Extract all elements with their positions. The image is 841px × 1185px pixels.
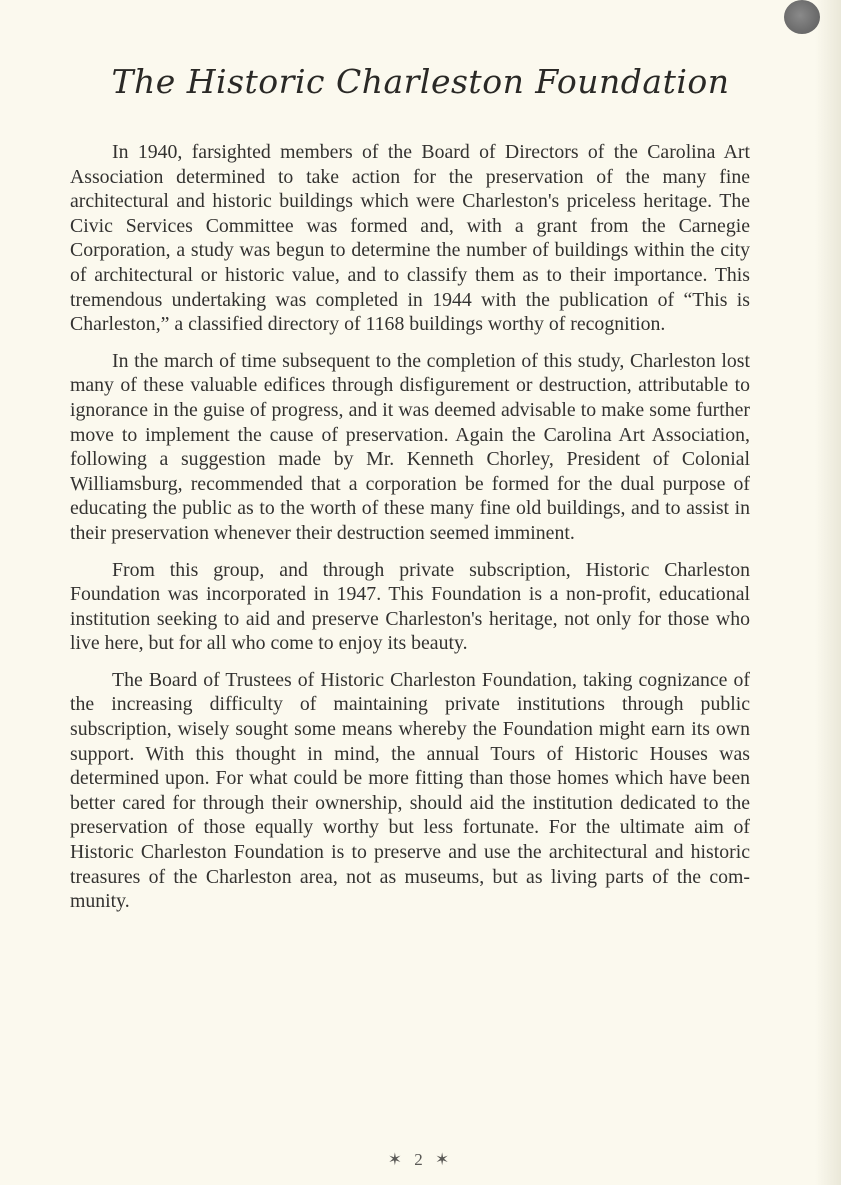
paragraph-2: In the march of time subsequent to the completion of this study, Charleston lost many of these valuable edifices through disfigurement or destruction, attributable to ignorance in the guise of progress, and it was deemed advisable to make some further move to implement the cause of preservation. Again the Carolina Art Association, following a suggestion made by Mr. Kenneth Chorley, President of Colonial Williamsburg, recommended that a corporation be formed for the dual purpose of educating the public as to the worth of these many fine old buildings, and to assist in their preservation whenever their destruction seemed imminent.: [70, 349, 750, 544]
body-text: [70, 140, 750, 926]
page-number: ✶ 2 ✶: [387, 1150, 454, 1169]
page-edge-shadow: [815, 0, 841, 1185]
punch-hole: [784, 0, 820, 34]
page-title: The Historic Charleston Foundation: [111, 62, 730, 101]
paragraph-3: From this group, and through private subscription, Historic Charleston Foundation was incorporated in 1947. This Foundation is a non-profit, educational institution seeking to aid and preserve Charleston's heritage, not only for those who live here, but for all who come to enjoy its beauty.: [70, 558, 750, 655]
paragraph-1: In 1940, farsighted members of the Board of Directors of the Carolina Art Association determined to take action for the preservation of the many fine architectural and historic buildings which were Charleston's priceless heritage. The Civic Services Committee was formed and, with a grant from the Carnegie Corporation, a study was begun to determine the number of buildings within the city of architectural or historic value, and to classify them as to their importance. This tremendous undertaking was completed in 1944 with the publication of “This is Charleston,” a classified directory of 1168 buildings worthy of recognition.: [70, 141, 750, 336]
paragraph-4: The Board of Trustees of Historic Charleston Foundation, taking cognizance of the increasing difficulty of maintaining private institutions through public subscription, wisely sought some means whereby the Foundation might earn its own support. With this thought in mind, the annual Tours of Historic Houses was determined upon. For what could be more fitting than those homes which have been better cared for through their ownership, should aid the institution dedicated to the preservation of those equally worthy but less fortunate. For the ultimate aim of Historic Charleston Foundation is to preserve and use the architectural and historic treasures of the Charleston area, not as museums, but as living parts of the community.: [70, 668, 750, 913]
